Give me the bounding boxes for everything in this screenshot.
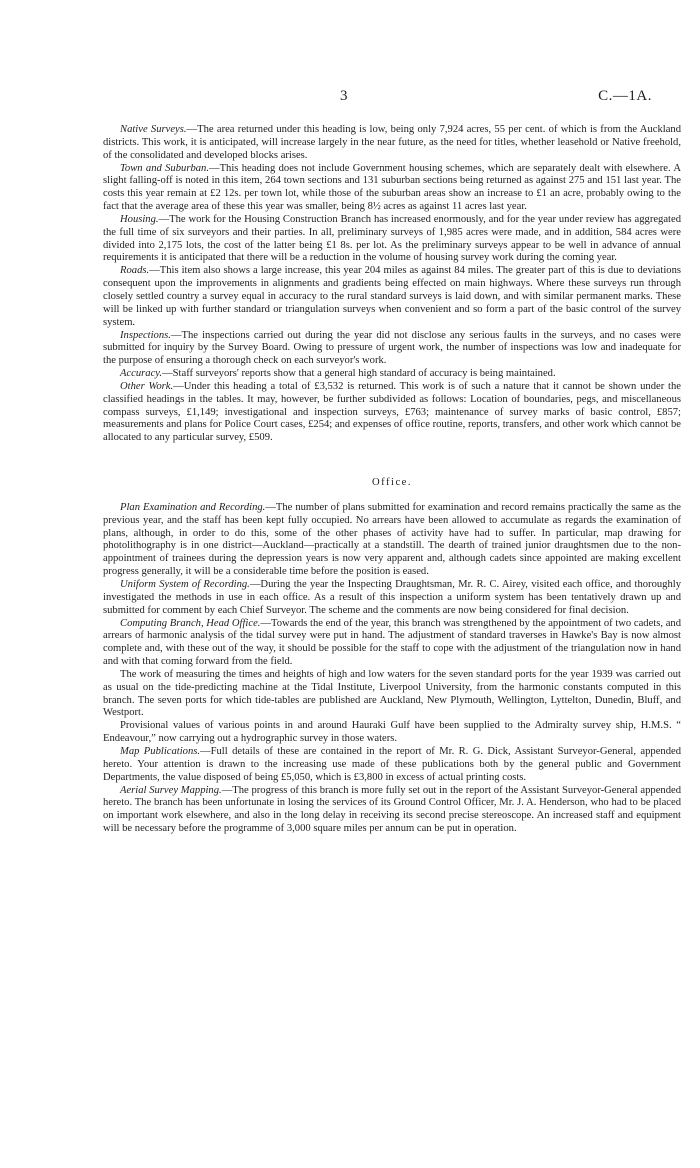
paragraph-text: —Full details of these are contained in the report of Mr. R. G. Dick, Assistant Surveyor-General, appended hereto. Your attention is drawn to the increasing use made of these publications both by the general public and Government Departments, the value disposed of being £5,050, which is £3,800 in excess of actual printing costs. bbox=[103, 745, 681, 783]
paragraph-heading: Uniform System of Recording. bbox=[120, 579, 250, 590]
paragraph-text: The work of measuring the times and heights of high and low waters for the seven standard ports for the year 1939 was carried out as usual on the tide-predicting machine at the Tidal Institute, Liverpool University, from the harmonic constants computed in this branch. The seven ports for which tide-tables are published are Auckland, New Plymouth, Wellington, Lyttelton, Dunedin, Bluff, and Westport. bbox=[103, 668, 681, 719]
paragraph-computing-branch bbox=[103, 618, 681, 669]
paragraph-text: Provisional values of various points in and around Hauraki Gulf have been supplied to the Admiralty survey ship, H.M.S. “ Endeavour,” now carrying out a hydrographic survey in those waters. bbox=[103, 720, 681, 745]
paragraph-plan-examination bbox=[103, 502, 681, 579]
paragraph-heading: Aerial Survey Mapping. bbox=[120, 784, 222, 796]
paragraph-uniform-system bbox=[103, 579, 681, 618]
paragraph-hauraki-gulf bbox=[103, 720, 681, 746]
paragraph-text: —The area returned under this heading is low, being only 7,924 acres, 55 per cent. of which is from the Auckland districts. This work, it is anticipated, will increase largely in the near future, as the need for titles, whether leasehold or Native freehold, of the consolidated and developed blocks arises. bbox=[103, 124, 681, 161]
paragraph-heading: Roads. bbox=[120, 265, 150, 277]
paragraph-town-and-suburban bbox=[103, 163, 681, 214]
paragraph-heading: Plan Examination and Recording. bbox=[120, 501, 266, 513]
paragraph-text: —During the year the Inspecting Draughtsman, Mr. R. C. Airey, visited each office, and thoroughly investigated the methods in use in each office. As a result of this inspection a uniform system has been tentatively drawn up and submitted for comment by each Chief Surveyor. The scheme and the comments are now being considered for final decision. bbox=[103, 579, 682, 616]
page-number: 3 bbox=[340, 88, 348, 104]
paragraph-housing bbox=[103, 214, 681, 265]
paragraph-other-work bbox=[103, 381, 681, 445]
document-reference: C.—1A. bbox=[598, 88, 652, 104]
paragraph-text: —The inspections carried out during the year did not disclose any serious faults in the surveys, and no cases were submitted for inquiry by the Survey Board. Owing to pressure of urgent work, the number of inspections was low and inadequate for the purpose of ensuring a thorough check on each surveyor's work. bbox=[103, 329, 681, 367]
paragraph-aerial-survey bbox=[103, 785, 681, 836]
paragraph-map-publications bbox=[103, 746, 681, 785]
paragraph-native-surveys bbox=[103, 124, 681, 163]
paragraph-heading: Other Work. bbox=[120, 380, 174, 392]
paragraph-heading: Inspections. bbox=[120, 329, 171, 341]
paragraph-inspections bbox=[103, 330, 681, 369]
page-body bbox=[103, 124, 681, 836]
paragraph-text: —Under this heading a total of £3,532 is returned. This work is of such a nature that it cannot be shown under the classified headings in the tables. It may, however, be further subdivided as follows: Location of boundaries, pegs, and miscellaneous compass surveys, £1,149; investigational and inspection surveys, £763; maintenance of survey marks of basic control, £857; measurements and plans for Police Court cases, £254; and expenses of office routine, reports, transfers, and other work which cannot be allocated to any particular survey, £509. bbox=[103, 380, 681, 444]
paragraph-text: —Staff surveyors' reports show that a general high standard of accuracy is being maintained. bbox=[162, 368, 556, 380]
paragraph-heading: Housing. bbox=[120, 213, 159, 225]
paragraph-text: —Towards the end of the year, this branch was strengthened by the appointment of two cadets, and arrears of harmonic analysis of the tidal survey were put in hand. The adjustment of standard traverses in Hawke's Bay is now almost complete and, with these out of the way, it should be possible for the staff to cope with the adjustment of the triangulation now in hand and with that coming forward from the field. bbox=[103, 617, 681, 668]
page-header bbox=[0, 88, 700, 110]
paragraph-heading: Town and Suburban. bbox=[120, 162, 209, 174]
paragraph-text: —This item also shows a large increase, this year 204 miles as against 84 miles. The greater part of this is due to deviations consequent upon the improvements in alignments and gradients being effected on main highways. Where these surveys run through closely settled country a survey equal in accuracy to the rural standard surveys is laid down, and with similar permanent marks. These will be linked up with further standard or triangulation surveys when convenient and so form a part of the basic control of the survey system. bbox=[103, 265, 681, 328]
paragraph-accuracy bbox=[103, 368, 681, 381]
paragraph-heading: Accuracy. bbox=[120, 368, 163, 380]
office-section-heading: Office. bbox=[371, 477, 412, 489]
paragraph-heading: Computing Branch, Head Office. bbox=[120, 617, 261, 629]
paragraph-text: —This heading does not include Government housing schemes, which are separately dealt with elsewhere. A slight falling-off is noted in this item, 264 town sections and 131 suburban sections being returned as against 275 and 151 last year. The costs this year remain at £2 12s. per town lot, while those of the suburban areas show an increase to £1 an acre, probably owing to the fact that the average area of these this year was smaller, being 8½ acres as against 11 acres last year. bbox=[103, 162, 681, 213]
paragraph-text: —The work for the Housing Construction Branch has increased enormously, and for the year under review has aggregated the full time of six surveyors and their parties. In all, preliminary surveys of 1,985 acres were made, and in addition, 584 acres were divided into 2,175 lots, the cost of the latter being £1 8s. per lot. As the preliminary surveys appear to be well in advance of annual requirements it is anticipated that there will be a reduction in the volume of housing survey work during the coming year. bbox=[103, 213, 681, 264]
paragraph-text: —The progress of this branch is more fully set out in the report of the Assistant Surveyor-General appended hereto. The branch has been unfortunate in losing the services of its Ground Control Officer, Mr. J. A. Henderson, who had to be placed on important work elsewhere, and also in the long delay in receiving its second precise stereoscope. An increased staff and equipment will be necessary before the programme of 3,000 square miles per annum can be put in operation. bbox=[103, 784, 682, 835]
paragraph-tide-tables bbox=[103, 669, 681, 720]
paragraph-text: —The number of plans submitted for examination and record remains practically the same as the previous year, and the staff has been kept fully occupied. No arrears have been allowed to accumulate as regards the examination of plans, although, in order to do this, some of the other phases of activity have had to suffer. In particular, map drawing for photolithography is in one district—Auckland—practically at a standstill. The dearth of trained junior draughtsmen due to the non-appointment of trainees during the depression years is now very apparent and, although cadets since appointed are making excellent progress generally, it will be a considerable time before the position is eased. bbox=[103, 501, 681, 578]
paragraph-roads bbox=[103, 265, 681, 329]
paragraph-heading: Map Publications. bbox=[120, 745, 201, 757]
paragraph-heading: Native Surveys. bbox=[120, 124, 187, 135]
